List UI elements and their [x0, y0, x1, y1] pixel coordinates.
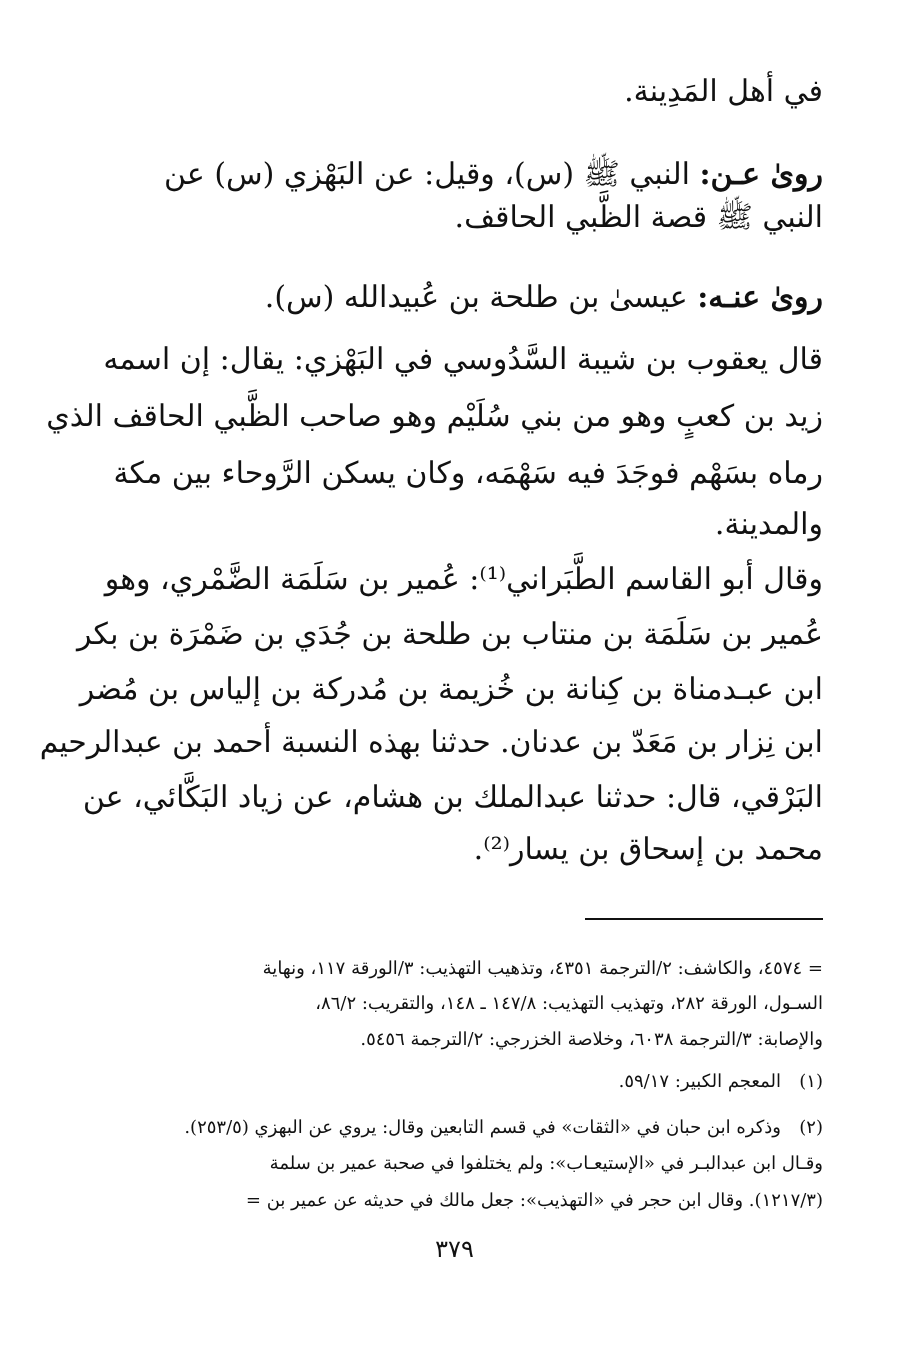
- para1-line-1: قال يعقوب بن شيبة السَّدُوسي في البَهْزي: يقال: إن اسمه: [103, 342, 823, 377]
- para2-line-4: ابن نِزار بن مَعَدّ بن عدنان. حدثنا بهذه النسبة أحمد بن عبدالرحيم: [39, 725, 823, 760]
- footnote-2-line-2: وقـال ابن عبدالبـر في «الإستيعـاب»: ولم يختلفوا في صحبة عمير بن سلمة: [269, 1153, 823, 1174]
- footnote-divider: [585, 918, 823, 920]
- para1-line-4: والمدينة.: [714, 507, 823, 542]
- rawa-an-line: [164, 155, 823, 195]
- footnote-1-text: المعجم الكبير: ٥٩/١٧.: [618, 1071, 781, 1092]
- footnote-continuation-line-3: والإصابة: ٣/الترجمة ٦٠٣٨، وخلاصة الخزرجي: ٢/الترجمة ٥٤٥٦.: [360, 1029, 823, 1050]
- para2-line-6: محمد بن إسحاق بن يسار⁽²⁾.: [473, 832, 823, 867]
- rawa-anhu-text: عيسىٰ بن طلحة بن عُبيدالله (س).: [264, 280, 698, 315]
- text-line-1: في أهل المَدِينة.: [624, 74, 823, 109]
- footnote-1: [619, 1069, 823, 1095]
- para2-line-2: عُمير بن سَلَمَة بن منتاب بن طلحة بن جُدَي بن ضَمْرَة بن بكر: [76, 617, 823, 652]
- footnote-2-line-3: (١٢١٧/٣). وقال ابن حجر في «التهذيب»: جعل مالك في حديثه عن عمير بن =: [245, 1190, 823, 1211]
- footnote-continuation-line-2: السـول، الورقة ٢٨٢، وتهذيب التهذيب: ١٤٧/٨ ـ ١٤٨، والتقريب: ٨٦/٢،: [315, 993, 823, 1014]
- footnote-continuation-line-1: = ٤٥٧٤، والكاشف: ٢/الترجمة ٤٣٥١، وتذهيب التهذيب: ٣/الورقة ١١٧، ونهاية: [262, 958, 823, 979]
- footnote-2-line-1: [184, 1115, 823, 1141]
- para2-line-1: وقال أبو القاسم الطَّبَراني⁽¹⁾: عُمير بن سَلَمَة الضَّمْري، وهو: [104, 562, 823, 597]
- footnote-1-number: (١): [799, 1071, 823, 1092]
- para1-line-3: رماه بسَهْم فوجَدَ فيه سَهْمَه، وكان يسكن الرَّوحاء بين مكة: [113, 456, 823, 491]
- footnote-2-number: (٢): [799, 1117, 823, 1138]
- footnote-2-text-1: وذكره ابن حبان في «الثقات» في قسم التابعين وقال: يروي عن البهزي (٢٥٣/٥).: [184, 1117, 781, 1138]
- rawa-an-text: النبي ﷺ (س)، وقيل: عن البَهْزي (س) عن: [164, 157, 700, 192]
- text-line-3: النبي ﷺ قصة الظَّبي الحاقف.: [454, 200, 823, 235]
- para1-line-2: زيد بن كعبٍ وهو من بني سُلَيْم وهو صاحب الظَّبي الحاقف الذي: [46, 399, 823, 434]
- rawa-anhu-line: [265, 278, 823, 318]
- page-number: ٣٧٩: [435, 1235, 474, 1263]
- rawa-anhu-label: روىٰ عنـه:: [697, 280, 823, 315]
- para2-line-3: ابن عبـدمناة بن كِنانة بن خُزيمة بن مُدركة بن إلياس بن مُضر: [79, 672, 823, 707]
- para2-line-5: البَرْقي، قال: حدثنا عبدالملك بن هشام، عن زياد البَكَّائي، عن: [82, 780, 823, 815]
- rawa-an-label: روىٰ عـن:: [699, 157, 823, 192]
